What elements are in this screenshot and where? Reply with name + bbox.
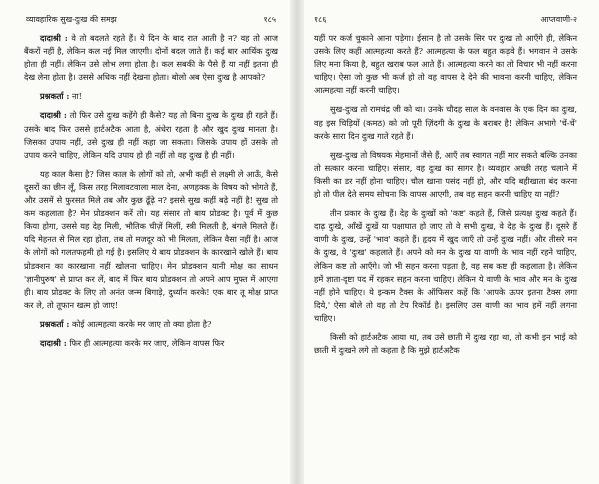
- paragraph: [24, 109, 278, 161]
- right-page: [304, 0, 599, 484]
- speaker-label: दादाश्री :: [40, 33, 68, 43]
- right-page-body: [304, 32, 599, 357]
- right-page-header: [304, 0, 599, 32]
- speaker-label: प्रश्नकर्ता :: [40, 91, 70, 102]
- paragraph-text: सुख-दुःख तो विषयक मेहमानों जैसे हैं, आएँ तब स्वागत नहीं मार सकते बल्कि उनका तो सत्कार करना चाहिए। संसार, वह दुःख का सागर है। व्यवहार अच्छी तरह चलाने में किसी का डर नहीं होना चाहिए। चौल खाना पसंद नहीं हो, और यदि बहीखाता बंद करना हो तो पील देते समय सोचना कि वापस आएगी, तब वह सहन करनी चाहिए या नहीं?: [314, 149, 577, 200]
- book-gutter: [290, 0, 304, 484]
- speaker-label: दादाश्री :: [40, 337, 67, 348]
- paragraph: [24, 168, 278, 312]
- paragraph-text: किसी को हार्टअटैक आया था, तब उसे छाती में दुःख रहा था, तो कभी इन भाई को छाती में दुःखने लगे तो कहता है कि मुझे हार्टअटैक: [314, 331, 577, 356]
- paragraph: [314, 32, 577, 97]
- paragraph: [24, 318, 278, 331]
- paragraph-text: तीन प्रकार के दुःख हैं। देह के दुःखों को 'कष्ट' कहते हैं, जिसे प्रत्यक्ष दुःख कहते हैं। दाढ़ दुःखे, आँखें दुःखें या पक्षाघात हो जाए तो वे सभी दुःख, वे देह के दुःख हैं। दूसरे हैं वाणी के दुःख, उन्हें 'भाव' कहते हैं। हृदय में खुद जाएँ तो उन्हें दुःख नहीं। और तीसरे मन के दुःख, वे 'दुःख' कहलाते हैं। अपने को मन के दुःख या वाणी के भाव नहीं रहने चाहिए, लेकिन कष्ट तो आएँगे। जो भी सहन करना पड़ता है, वह सब कष्ट ही कहलाता है। लेकिन हमें ज्ञाता-दृष्टा पद में रहकर सहन करना चाहिए। लेकिन ये वाणी के भाव और मन के दुःख नहीं होने चाहिए। ये इन्कम टैक्स के ऑफिसर कहें कि 'आपके ऊपर इतना टैक्स लगा दिये,' ऐसा बोले तो वह तो टेप रिकॉर्ड है। इसलिए उस वाणी का भाव हमें नहीं लगना चाहिए।: [314, 208, 577, 323]
- paragraph-text: तो फिर उसे दुःख कहेंगे ही कैसे? यह तो बिना दुःख के दुःख ही रहते हैं। उसके बाद फिर उससे हार्टअटैक आता है, अंधेरा रहता है और खुद दुःख मानता है। जिसका उपाय नहीं, उसे दुःख ही नहीं कहा जा सकता। जिसके उपाय हों उसके तो उपाय करने चाहिए, लेकिन यदि उपाय हो ही नहीं तो वह दुःख है ही नहीं।: [24, 110, 279, 160]
- paragraph-text: वे तो बदलते रहते हैं। ये दिन के बाद रात आती है न? वह तो आज बैंकरों नहीं है, लेकिन कल नई मिल जाएगी। दोनों बदल जाते हैं। कई बार आर्थिक दुःख होता ही नहीं। लेकिन उसे लोभ लगा होता है। कल सबकी के पैसे हैं या नहीं इतना ही देख लेना होता है। उससे अधिक नहीं देखना होता। बोलो अब ऐसा दुःख है आपको?: [24, 33, 278, 83]
- left-page-body: [0, 32, 290, 350]
- paragraph-text: फिर ही आत्महत्या करके मर जाए, लेकिन वापस फिर: [69, 337, 225, 348]
- running-head: आप्तवाणी-२: [540, 15, 577, 24]
- paragraph-text: यहीं पर कर्ज चुकाने आना पड़ेगा। ईसान है तो उसके सिर पर दुःख तो आएँगे ही, लेकिन उसके लिए कहीं आत्महत्या करते हैं? आत्महत्या के फल बहुत कड़वे हैं। भगवान ने उसके लिए मना किया है, बहुत खराब फल आते हैं। आत्महत्या करने का तो विचार भी नहीं करना चाहिए। ऐसा जो कुछ भी कर्ज हो तो वह वापस दे देने की भावना करनी चाहिए, लेकिन आत्महत्या नहीं करनी चाहिए।: [314, 33, 577, 96]
- paragraph: [314, 149, 577, 201]
- paragraph-text: कोई आत्महत्या करके मर जाए तो क्या होता है?: [72, 318, 212, 329]
- paragraph: [314, 103, 577, 142]
- paragraph: [314, 331, 577, 357]
- left-page-header: [0, 0, 290, 32]
- page-number: १८५: [263, 15, 276, 24]
- paragraph-text: सुख-दुःख तो रामचंद्र जी को था। उनके चौदह साल के वनवास के एक दिन का दुःख, वह इस चिड़ियों (कमठ) को जो पूरी ज़िंदगी के दुःख के बराबर है! लेकिन अभागे 'चें-चें' करके सारा दिन दुःख गाते रहते हैं।: [314, 104, 577, 141]
- speaker-label: दादाश्री :: [40, 110, 67, 121]
- paragraph: [314, 207, 577, 325]
- paragraph-text: ना!: [72, 91, 82, 102]
- paragraph: [24, 90, 278, 103]
- paragraph-text: यह काल कैसा है? जिस काल के लोगों को तो, अभी कहीं से लक्ष्मी ले आऊँ, कैसे दूसरों का छीन लूँ, किस तरह मिलावटवाला माल देना, अणहक्क के विषय को भोगते हैं, और उसमें से फुरसत मिले तब और कुछ ढूँढ़े न? इससे सुख कहीं बढ़े नहीं है! सुख तो कम कहलाता है? मेन प्रोडक्शन करें तो। यह संसार तो बाय प्रोडक्ट है। पूर्व में कुछ किया होगा, उससे यह देह मिली, भौतिक चीज़ें मिलीं, स्त्री मिलती है, बंगले मिलते हैं। यदि मेहनत से मिल रहा होता, तब तो मजदूर को भी मिलता, लेकिन वैसा नहीं है। आज के लोगों को गलतफहमी हो गई है। इसलिए ये बाय प्रोडक्शन के कारखाने खोले हैं। बाय प्रोडक्शन का कारखाना नहीं खोलना चाहिए। मेन प्रोडक्शन यानी मोक्ष का साधन 'ज्ञानीपुरुष' से प्राप्त कर लें, बाद में फिर बाय प्रोडक्शन तो अपने आप मुफ्त में आएगा ही। बाय प्रोडक्ट के लिए तो अनंत जन्म बिगाड़े, दुर्ध्यान करके! एक बार तू मोक्ष प्राप्त कर ले, तो तूफान खत्म हो जाए!: [24, 168, 278, 310]
- left-page: [0, 0, 290, 484]
- paragraph: [24, 337, 278, 350]
- page-number: १८६: [314, 15, 327, 24]
- speaker-label: प्रश्नकर्ता :: [40, 318, 70, 329]
- running-head: व्यावहारिक सुख-दुःख की समझ: [26, 15, 117, 24]
- paragraph: [24, 32, 278, 84]
